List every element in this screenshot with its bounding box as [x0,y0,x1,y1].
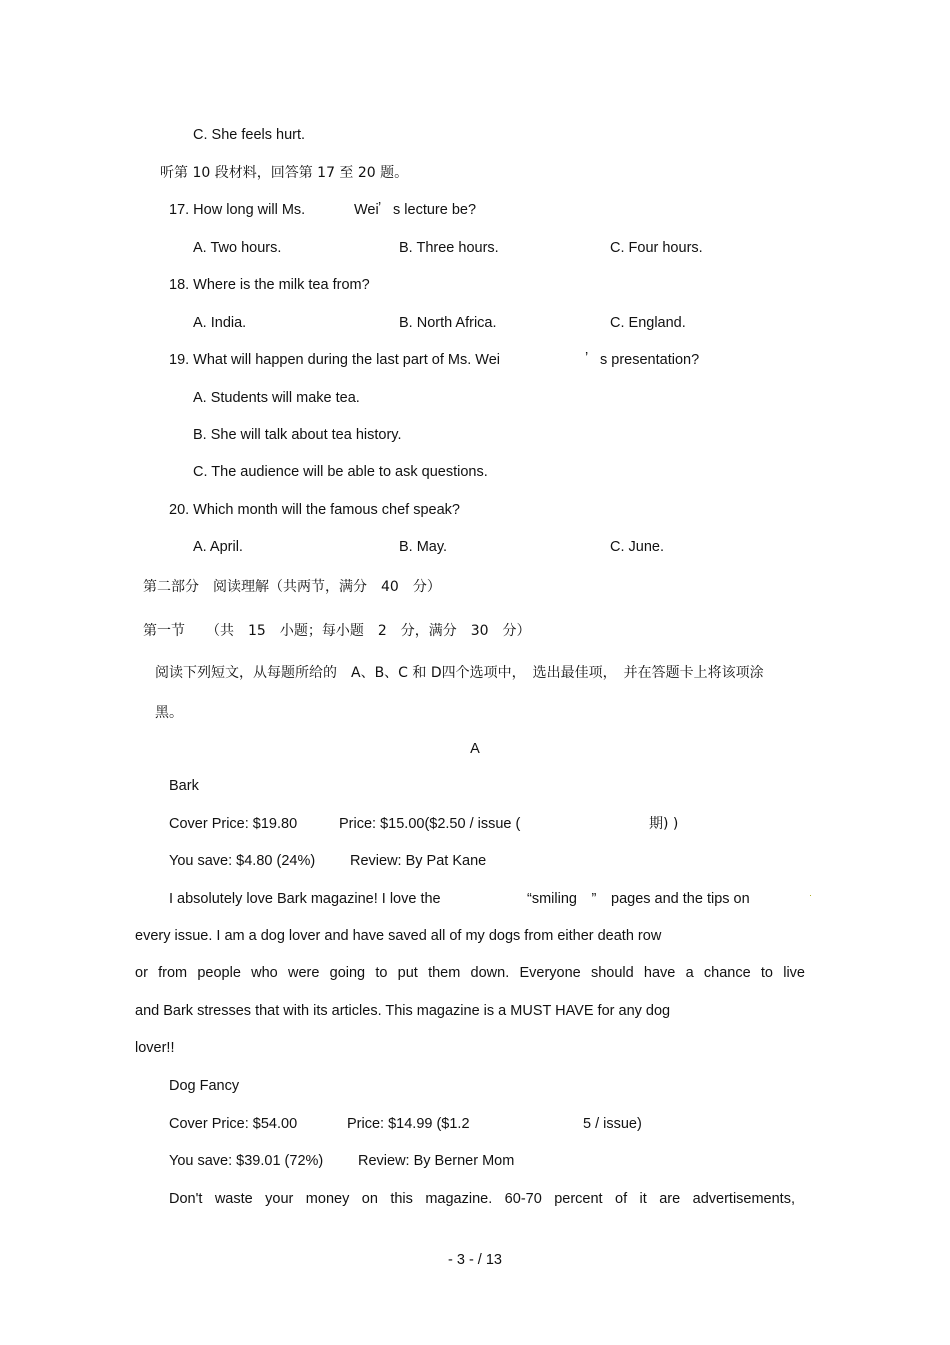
review-author: Review: By Berner Mom [358,1153,515,1169]
section-instruction: 听第 10 段材料，回答第 17 至 20 题。 [160,165,409,181]
review-author: Review: By Pat Kane [350,853,487,869]
question-17-end: s lecture be? [393,202,477,218]
savings: You save: $4.80 (24%) [169,853,316,869]
option-c: C. June. [610,539,664,555]
price: Price: $15.00($2.50 / issue ( [339,816,521,832]
option-a: A. Two hours. [193,240,282,256]
review-text: I absolutely love Bark magazine! I love the [169,891,441,907]
review-text: lover!! [135,1040,175,1056]
magazine-title: Bark [169,778,199,794]
option-a: A. Students will make tea. [193,390,360,406]
review-text: and Bark stresses that with its articles. This magazine is a MUST HAVE for any dog [135,1003,671,1019]
option-b: B. May. [399,539,448,555]
option-c: C. England. [610,315,686,331]
cover-price: Cover Price: $54.00 [169,1116,298,1132]
question-18: 18. Where is the milk tea from? [169,277,370,293]
question-19: 19. What will happen during the last part of Ms. Wei [169,352,500,368]
section-heading: 第一节 （共 15 小题；每小题 2 分，满分 30 分） [143,623,531,639]
savings: You save: $39.01 (72%) [169,1153,324,1169]
review-quote: “smiling ” [527,891,597,907]
price-note: 期) ) [649,816,679,832]
option-b: B. She will talk about tea history. [193,427,402,443]
review-text: Don't waste your money on this magazine. 60-70 percent of it are advertisements, [169,1191,795,1207]
question-19-apostrophe: ’ [585,350,589,366]
option-c: C. The audience will be able to ask questions. [193,464,488,480]
review-text: every issue. I am a dog lover and have saved all of my dogs from either death row [135,928,662,944]
cover-price: Cover Price: $19.80 [169,816,298,832]
price-issue: 5 / issue) [583,1116,642,1132]
part-heading: 第二部分 阅读理解（共两节，满分 40 分） [143,579,441,595]
magazine-title: Dog Fancy [169,1078,240,1094]
option-b: B. Three hours. [399,240,499,256]
question-17-name: Wei [354,202,379,218]
question-19-end: s presentation? [600,352,700,368]
reading-instruction-end: 黑。 [155,705,183,721]
review-text: or from people who were going to put them down. Everyone should have a chance to live [135,965,805,981]
question-20: 20. Which month will the famous chef speak? [169,502,460,518]
question-17-apostrophe: ’ [378,200,382,216]
review-dot: · [809,890,812,900]
review-text: pages and the tips on [611,891,750,907]
page-number: - 3 - / 13 [448,1252,502,1268]
reading-instruction: 阅读下列短文，从每题所给的 A、B、C 和 D四个选项中， 选出最佳项， 并在答题卡上将该项涂 [155,665,764,681]
option-b: B. North Africa. [399,315,497,331]
option-a: A. India. [193,315,247,331]
price: Price: $14.99 ($1.2 [347,1116,470,1132]
question-17: 17. How long will Ms. [169,202,306,218]
option-a: A. April. [193,539,243,555]
passage-label: A [470,741,480,757]
option-c: C. Four hours. [610,240,703,256]
option-line: C. She feels hurt. [193,127,306,143]
